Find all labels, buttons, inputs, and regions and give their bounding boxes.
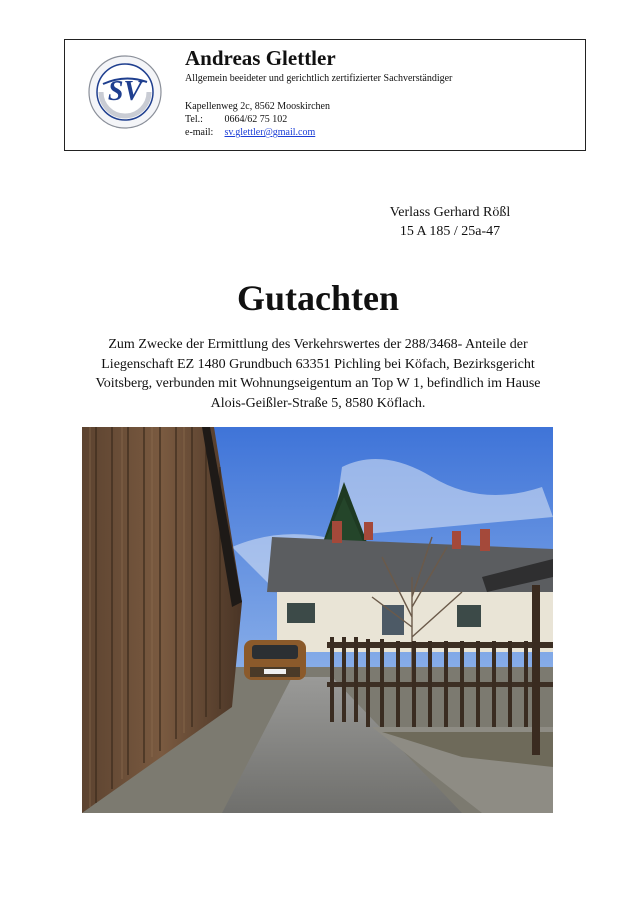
phone-line [185, 113, 575, 126]
email-line [185, 126, 575, 139]
email-link[interactable]: sv.glettler@gmail.com [224, 127, 316, 138]
phone-label: Tel.: [185, 114, 203, 125]
svg-text:SV: SV [107, 76, 143, 107]
expert-name: Andreas Glettler [185, 46, 336, 70]
case-number: 15 A 185 / 25a-47 [399, 224, 501, 239]
case-reference [380, 203, 520, 241]
sv-seal-logo [87, 54, 163, 130]
property-photo [82, 427, 553, 813]
email-label: e-mail: [185, 127, 214, 138]
letterhead [64, 39, 586, 151]
document-title: Gutachten [237, 278, 399, 318]
phone-number: 0664/62 75 102 [224, 114, 288, 125]
expert-qualification: Allgemein beeideter und gerichtlich zertifizierter Sachverständiger [185, 73, 453, 84]
case-name: Verlass Gerhard Rößl [389, 205, 511, 220]
expert-address: Kapellenweg 2c, 8562 Mooskirchen [185, 101, 330, 112]
document-purpose: Zum Zwecke der Ermittlung des Verkehrswertes der 288/3468- Anteile der Liegenschaft EZ 1480 Grundbuch 63351 Pichling bei Köfach, Bezirksgericht Voitsberg, verbunden mit Wohnungseigentum an Top W 1, befindlich im Hause Alois-Geißler-Straße 5, 8580 Köflach. [95, 337, 541, 411]
